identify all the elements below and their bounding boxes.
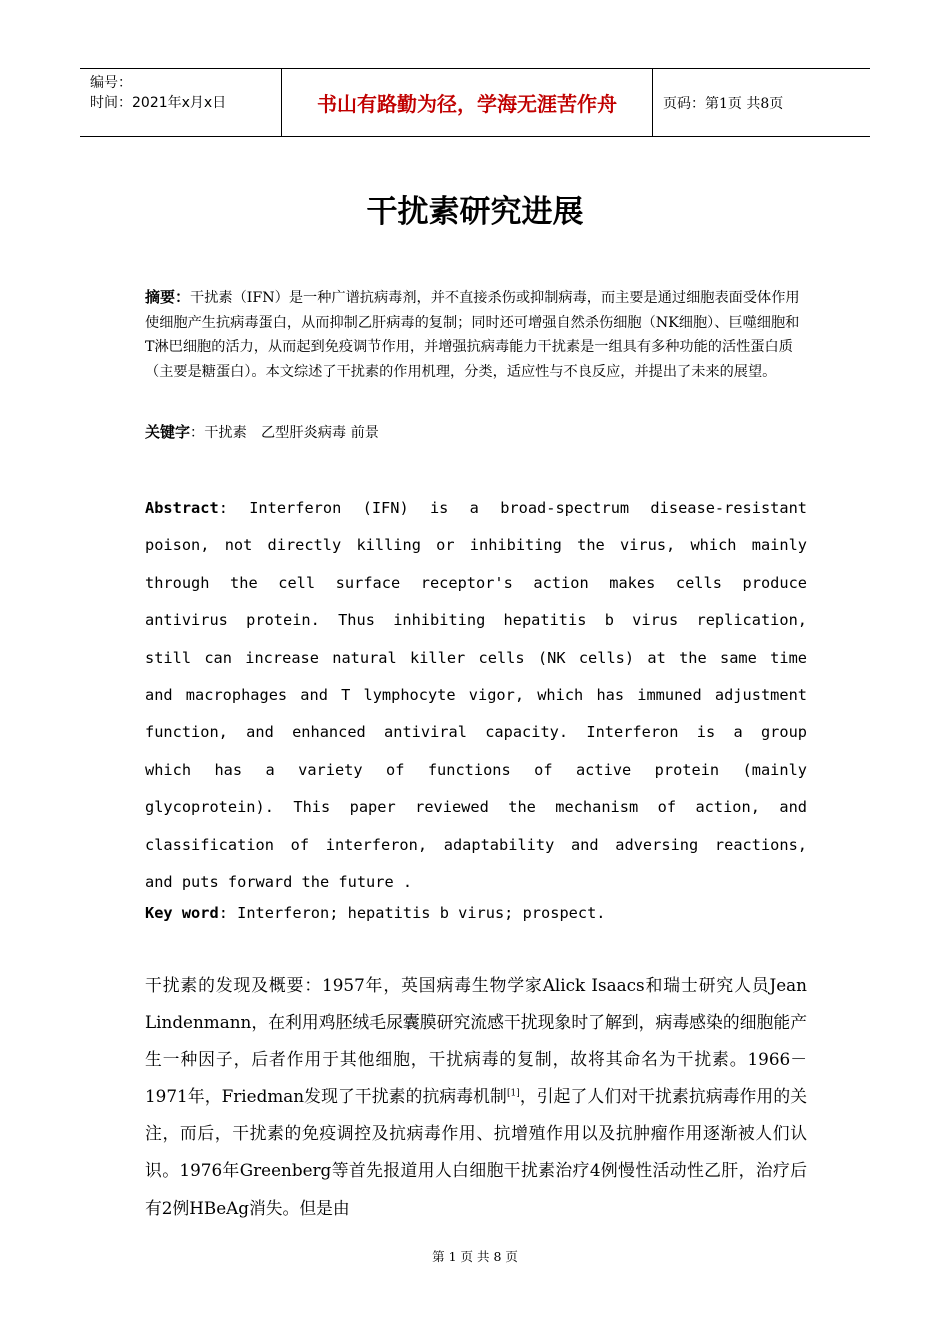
- abstract-english-line: poison, not directly killing or inhibiting the virus, which mainly: [145, 536, 807, 555]
- abstract-english-line: glycoprotein). This paper reviewed the mechanism of action, and: [145, 798, 807, 817]
- body-paragraph: [145, 967, 807, 1227]
- header-page-info: 页码：第1页 共8页: [663, 95, 784, 112]
- abstract-chinese-label: 摘要：: [145, 288, 191, 306]
- abstract-english-label: Abstract: [145, 499, 219, 517]
- abstract-english-line: and macrophages and T lymphocyte vigor, which has immuned adjustment: [145, 686, 807, 705]
- citation-marker: [1]: [506, 1088, 520, 1099]
- abstract-english-line: still can increase natural killer cells (NK cells) at the same time: [145, 648, 807, 667]
- keywords-english-text: : Interferon; hepatitis b virus; prospect.: [218, 904, 606, 922]
- keywords-chinese-text: ：干扰素 乙型肝炎病毒 前景: [190, 425, 379, 441]
- abstract-english-line: and puts forward the future .: [145, 873, 413, 892]
- keywords-chinese: [145, 420, 807, 445]
- abstract-english-line: antivirus protein. Thus inhibiting hepatitis b virus replication,: [145, 611, 807, 630]
- abstract-english: [145, 490, 807, 901]
- keywords-english: [145, 900, 807, 926]
- keywords-english-label: Key word: [145, 904, 219, 922]
- abstract-english-line: which has a variety of functions of active protein (mainly: [145, 760, 807, 779]
- document-header: [80, 68, 870, 137]
- abstract-chinese-text: 干扰素（IFN）是一种广谱抗病毒剂，并不直接杀伤或抑制病毒，而主要是通过细胞表面受体作用使细胞产生抗病毒蛋白，从而抑制乙肝病毒的复制；同时还可增强自然杀伤细胞（NK细胞）、巨噬细胞和T淋巴细胞的活力，从而起到免疫调节作用，并增强抗病毒能力干扰素是一组具有多种功能的活性蛋白质（主要是糖蛋白）。本文综述了干扰素的作用机理，分类，适应性与不良反应，并提出了未来的展望。: [145, 290, 800, 380]
- abstract-english-line: Abstract: Interferon (IFN) is a broad-spectrum disease-resistant: [145, 499, 807, 517]
- abstract-english-line: classification of interferon, adaptability and adversing reactions,: [145, 835, 807, 854]
- abstract-english-line: through the cell surface receptor's action makes cells produce: [145, 573, 807, 592]
- header-meta: [80, 69, 281, 136]
- abstract-chinese: [145, 285, 807, 384]
- page-footer: 第 1 页 共 8 页: [432, 1249, 518, 1264]
- body-text-part1: 干扰素的发现及概要：1957年，英国病毒生物学家Alick Isaacs和瑞士研究人员Jean Lindenmann，在利用鸡胚绒毛尿囊膜研究流感干扰现象时了解到，病毒感染的细胞能产生一种因子，后者作用于其他细胞，干扰病毒的复制，故将其命名为干扰素。1966－1971年，Friedman发现了干扰素的抗病毒机制: [145, 975, 807, 1107]
- header-date-label: 时间：2021年x月x日: [90, 95, 227, 111]
- header-number-label: 编号：: [90, 75, 132, 91]
- header-motto: 书山有路勤为径，学海无涯苦作舟: [281, 69, 653, 136]
- keywords-chinese-label: 关键字: [145, 423, 191, 441]
- abstract-english-line: function, and enhanced antiviral capacity. Interferon is a group: [145, 723, 807, 742]
- document-title: 干扰素研究进展: [366, 194, 584, 230]
- body-text-part2: ，引起了人们对干扰素抗病毒作用的关注，而后，干扰素的免疫调控及抗病毒作用、抗增殖作用以及抗肿瘤作用逐渐被人们认识。1976年Greenberg等首先报道用人白细胞干扰素治疗4例慢性活动性乙肝，治疗后有2例HBeAg消失。但是由: [145, 1086, 807, 1218]
